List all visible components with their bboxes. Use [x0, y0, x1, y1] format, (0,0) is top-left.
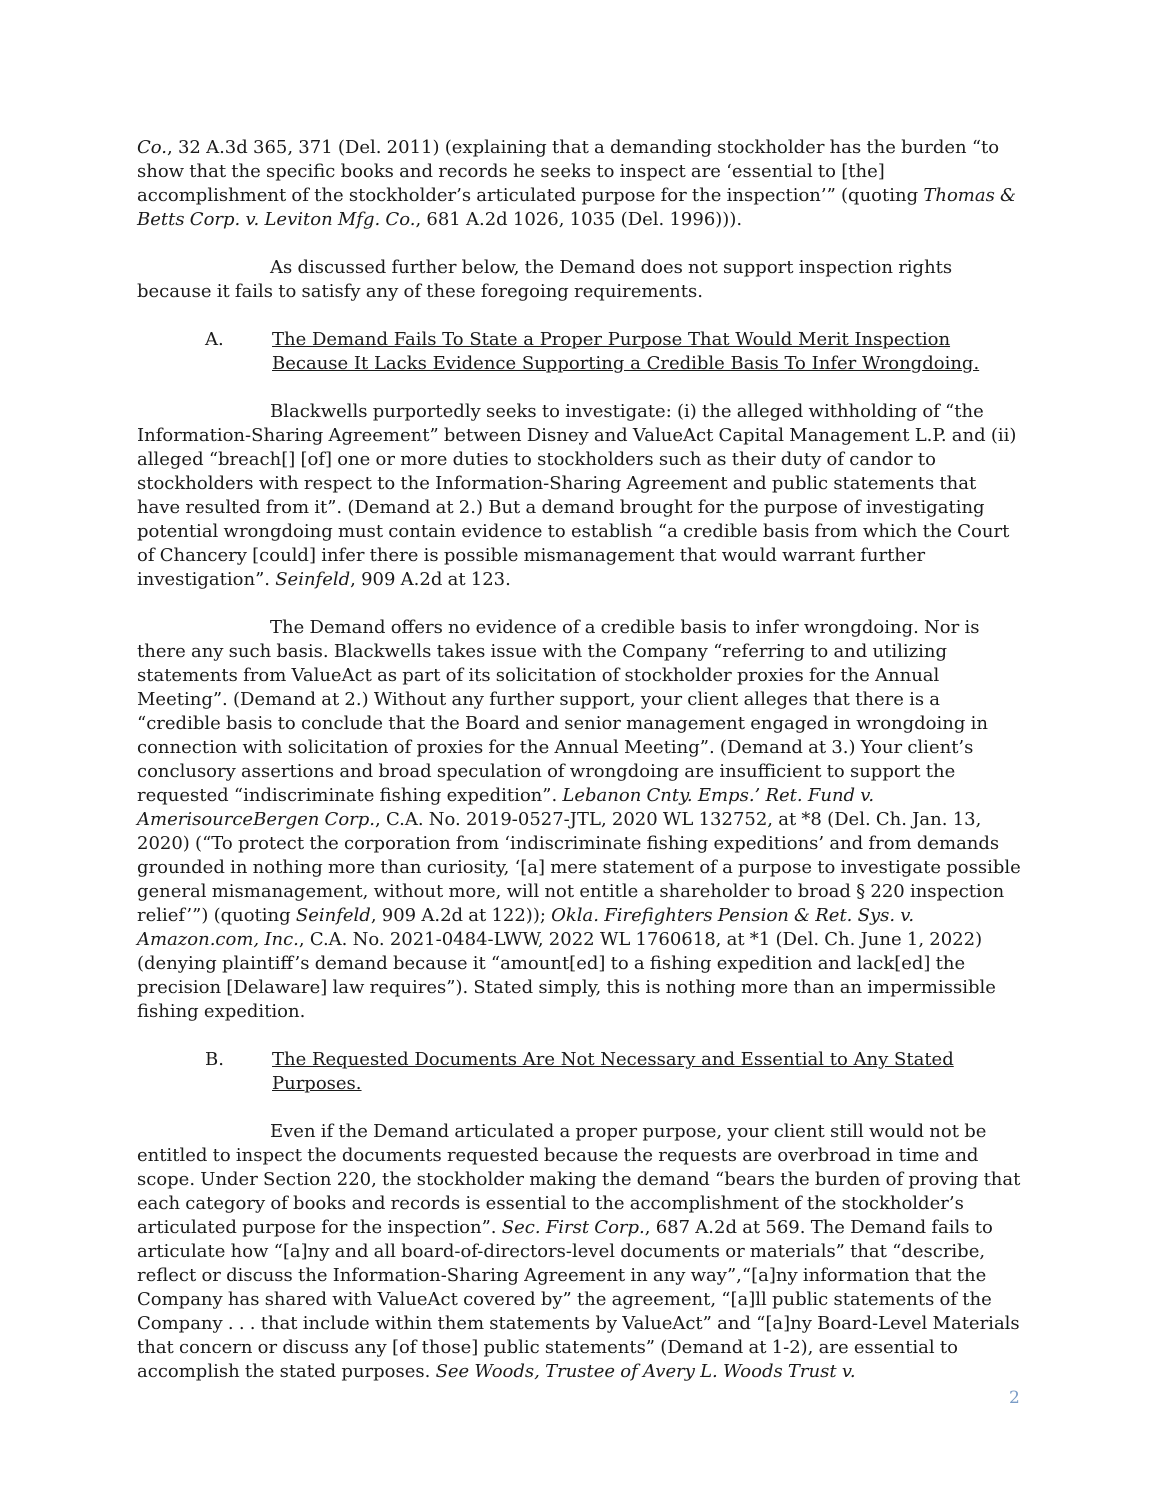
section-heading-a: [137, 328, 1022, 376]
case-name: See Woods, Trustee of Avery L. Woods Trust v.: [435, 1361, 856, 1382]
paragraph-summary: As discussed further below, the Demand does not support inspection rights because it fails to satisfy any of these foregoing requirements.: [137, 257, 953, 302]
paragraph-no-credible-basis: The Demand offers no evidence of a credible basis to infer wrongdoing. Nor is there any such basis. Blackwells takes issue with the Company “referring to and utilizing statements from ValueAct as part of its solicitation of stockholder proxies for the Annual Meeting”. (Demand at 2.) Without any further support, your client alleges that there is a “credible basis to conclude that the Board and senior management engaged in wrongdoing in connection with solicitation of proxies for the Annual Meeting”. (Demand at 3.) Your client’s conclusory assertions and broad speculation of wrongdoing are insufficient to support the requested “indiscriminate fishing expedition”. Lebanon Cnty. Emps.’ Ret. Fund v. AmerisourceBergen Corp., C.A. No. 2019-0527-JTL, 2020 WL 132752, at *8 (Del. Ch. Jan. 13, 2020) (“To protect the corporation from ‘indiscriminate fishing expeditions’ and from demands grounded in nothing more than curiosity, ‘[a] mere statement of a purpose to investigate possible general mismanagement, without more, will not entitle a shareholder to broad § 220 inspection relief’”) (quoting Seinfeld, 909 A.2d at 122)); Okla. Firefighters Pension & Ret. Sys. v. Amazon.com, Inc., C.A. No. 2021-0484-LWW, 2022 WL 1760618, at *1 (Del. Ch. June 1, 2022) (denying plaintiff’s demand because it “amount[ed] to a fishing expedition and lack[ed] the precision [Delaware] law requires”). Stated simply, this is nothing more than an impermissible fishing expedition.: [137, 617, 1021, 1022]
case-name: Thomas & Betts Corp. v. Leviton Mfg. Co.: [137, 185, 1017, 230]
case-name: Seinfeld: [295, 905, 371, 926]
page-number: 2: [1009, 1388, 1020, 1408]
case-name: Seinfeld: [275, 569, 351, 590]
paragraph-purpose: Blackwells purportedly seeks to investigate: (i) the alleged withholding of “the Information-Sharing Agreement” between Disney and ValueAct Capital Management L.P. and (ii) alleged “breach[] [of] one or more duties to stockholders such as their duty of candor to stockholders with respect to the Information-Sharing Agreement and public statements that have resulted from it”. (Demand at 2.) But a demand brought for the purpose of investigating potential wrongdoing must contain evidence to establish “a credible basis from which the Court of Chancery [could] infer there is possible mismanagement that would warrant further investigation”. Seinfeld, 909 A.2d at 123.: [137, 401, 1017, 590]
section-letter: B.: [205, 1049, 224, 1070]
section-title: The Requested Documents Are Not Necessary and Essential to Any Stated Purposes.: [272, 1049, 954, 1094]
case-name: Okla. Firefighters Pension & Ret. Sys. v. Amazon.com, Inc.: [137, 905, 915, 950]
case-name: Co.: [137, 137, 168, 158]
section-letter: A.: [205, 329, 224, 350]
case-name: Lebanon Cnty. Emps.’ Ret. Fund v. AmerisourceBergen Corp.: [137, 785, 875, 830]
document-body: [137, 136, 1022, 1384]
section-heading-b: [137, 1048, 1022, 1096]
section-title: The Demand Fails To State a Proper Purpose That Would Merit Inspection Because It Lacks Evidence Supporting a Credible Basis To Infer Wrongdoing.: [272, 329, 980, 374]
case-name: Sec. First Corp.: [501, 1217, 645, 1238]
paragraph-overbroad-requests: Even if the Demand articulated a proper purpose, your client still would not be entitled to inspect the documents requested because the requests are overbroad in time and scope. Under Section 220, the stockholder making the demand “bears the burden of proving that each category of books and records is essential to the accomplishment of the stockholder’s articulated purpose for the inspection”. Sec. First Corp., 687 A.2d at 569. The Demand fails to articulate how “[a]ny and all board-of-directors-level documents or materials” that “describe, reflect or discuss the Information-Sharing Agreement in any way”,“[a]ny information that the Company has shared with ValueAct covered by” the agreement, “[a]ll public statements of the Company . . . that include within them statements by ValueAct” and “[a]ny Board-Level Materials that concern or discuss any [of those] public statements” (Demand at 1-2), are essential to accomplish the stated purposes. See Woods, Trustee of Avery L. Woods Trust v.: [137, 1121, 1021, 1382]
paragraph-citation-continuation: Co., 32 A.3d 365, 371 (Del. 2011) (explaining that a demanding stockholder has the burden “to show that the specific books and records he seeks to inspect are ‘essential to [the] accomplishment of the stockholder’s articulated purpose for the inspection’” (quoting Thomas & Betts Corp. v. Leviton Mfg. Co., 681 A.2d 1026, 1035 (Del. 1996))).: [137, 137, 1017, 230]
